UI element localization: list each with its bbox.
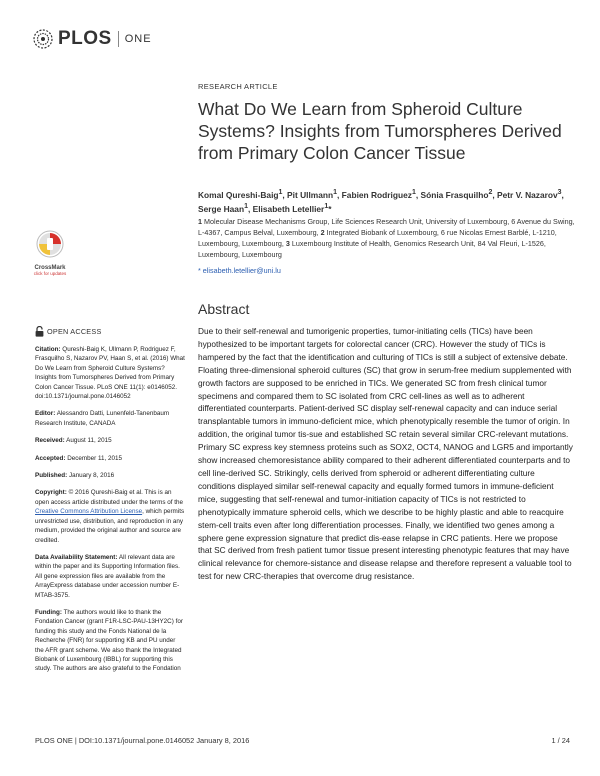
copyright-text-pre: © 2016 Qureshi-Baig et al. This is an open access article distributed under the terms of the bbox=[35, 489, 184, 506]
abstract-body: Due to their self-renewal and tumorigenic properties, tumor-initiating cells (TICs) have been hypothesized to be important targets for colorectal cancer (CRC). However the study of TICs is hampered by the fact that the identification and culturing of TICs is still a subject of extensive debate. Floating three-dimensional spheroid cultures (SC) that grow in serum-free medium supplemented with growth factors are supposed to be enriched in TICs. We generated SC from fresh clinical tumor specimens and compared them to SC isolated from CRC cell-lines as well as to adherent differentiated counterparts. Patient-derived SC display self-renewal capacity and can induce serial transplantable tumors in immuno-deficient mice, which phenotypically resemble the tumor of origin. In addition, the original tumor tis-sue and established SC retain several similar CRC-relevant mutations. Primary SC express key stemness proteins such as SOX2, OCT4, NANOG and LGR5 and importantly show increased chemoresistance ability compared to their adherent differentiated counterparts and to cell line-derived SC. Strikingly, cells derived from spheroid or adherent differentiating culture conditions displayed similar self-renewal capacity and equally formed tumors in immune-deficient mice, suggesting that self-renewal and tumor-initiation capacity of TICs is not restricted to phenotypically immature spheroid cells, which we describe to be highly plastic and able to reacquire stem-cell traits even after long differentiation processes. Finally, we identified two genes among a sphere gene expression signature that predict dis-ease relapse in CRC patients. Here we propose that SC derived from fresh patient tumor tissue present interesting phenotypic features that may have clinical relevance for chemore-sistance and disease relapse and therefore represent a valuable tool to test for new CRC-therapies that overcome drug resistance. bbox=[198, 326, 573, 582]
published-block bbox=[35, 471, 185, 480]
journal-name: PLOS bbox=[58, 28, 112, 49]
editor-block bbox=[35, 409, 185, 428]
copyright-text-post: , which permits unrestricted use, distribution, and reproduction in any medium, provided the original author and source are credited. bbox=[35, 508, 185, 544]
received-label: Received: bbox=[35, 437, 65, 445]
received-date: August 11, 2015 bbox=[66, 437, 112, 445]
journal-sub: ONE bbox=[124, 33, 152, 45]
editor-label: Editor: bbox=[35, 410, 56, 418]
article-type: RESEARCH ARTICLE bbox=[198, 82, 278, 91]
citation-label: Citation: bbox=[35, 346, 61, 353]
open-access-label: OPEN ACCESS bbox=[47, 326, 102, 336]
abstract-heading: Abstract bbox=[198, 301, 250, 317]
accepted-block bbox=[35, 454, 185, 463]
crossmark-badge[interactable] bbox=[30, 229, 70, 276]
crossmark-icon bbox=[35, 229, 65, 259]
logo-divider bbox=[118, 31, 119, 47]
copyright-label: Copyright: bbox=[35, 489, 67, 497]
funding-label: Funding: bbox=[35, 608, 62, 616]
footer-citation: PLOS ONE | DOI:10.1371/journal.pone.0146052 January 8, 2016 bbox=[35, 736, 250, 745]
open-access-badge bbox=[35, 326, 185, 337]
data-availability-label: Data Availability Statement: bbox=[35, 553, 118, 561]
published-date: January 8, 2016 bbox=[68, 472, 115, 480]
open-lock-icon bbox=[35, 326, 44, 337]
page-number: 1 / 24 bbox=[551, 736, 570, 745]
author-list: Komal Qureshi-Baig$^1$, Pit Ullmann$^1$, Fabien Rodriguez$^1$, Sónia Frasquilho$^2$, Petr V. Nazarov$^3$, Serge Haan$^1$, Elisabeth Letellier$^1$* bbox=[198, 189, 564, 214]
plos-logo-icon bbox=[32, 28, 54, 50]
crossmark-label: CrossMark bbox=[34, 265, 66, 271]
received-block bbox=[35, 436, 185, 445]
crossmark-sublabel: click for updates bbox=[33, 271, 67, 276]
license-link[interactable]: Creative Commons Attribution License bbox=[35, 508, 143, 516]
copyright-block bbox=[35, 488, 185, 544]
funding-text: The authors would like to thank the Fondation Cancer (grant F1R-LSC-PAU-13HY2C) for funding this study and the Fonds National de la Recherche (FNR) for supporting KB and PU under the AFR grant scheme. We also thank the Integrated Biobank of Luxembourg (IBBL) for supporting this study. The authors are also grateful to the Fondation bbox=[35, 608, 183, 673]
published-label: Published: bbox=[35, 472, 68, 480]
article-sidebar bbox=[35, 326, 185, 682]
funding-block bbox=[35, 608, 185, 674]
affiliations: 1 Molecular Disease Mechanisms Group, Life Sciences Research Unit, University of Luxembourg, 6 Avenue du Swing, L-4367, Campus Belval, Luxembourg, 2 Integrated Biobank of Luxembourg, 6 rue Nicolas Ernest Barblé, L-1210, Luxembourg, Luxembourg, 3 Luxembourg Institute of Health, Genomics Research Unit, 84 Val Fleuri, L-1526, Luxembourg, Luxembourg bbox=[198, 217, 575, 259]
data-availability-block bbox=[35, 553, 185, 600]
accepted-label: Accepted: bbox=[35, 454, 66, 462]
citation-text: Qureshi-Baig K, Ullmann P, Rodriguez F, Frasquilho S, Nazarov PV, Haan S, et al. (2016) What Do We Learn from Spheroid Culture Systems? Insights from Tumorspheres Derived from Primary Colon Cancer Tissue. PLoS ONE 11(1): e0146052. doi:10.1371/journal.pone.0146052 bbox=[35, 346, 185, 401]
article-title: What Do We Learn from Spheroid Culture Systems? Insights from Tumorspheres Derived from Primary Colon Cancer Tissue bbox=[198, 99, 562, 163]
editor-text: Alessandro Datti, Lunenfeld-Tanenbaum Research Institute, CANADA bbox=[35, 410, 170, 427]
accepted-date: December 11, 2015 bbox=[67, 454, 123, 462]
journal-logo[interactable] bbox=[32, 26, 152, 52]
data-availability-text: All relevant data are within the paper and its Supporting Information files. All gene expression files are available from the ArrayExpress database under accession number E-MTAB-3575. bbox=[35, 553, 180, 599]
corresponding-email[interactable]: * elisabeth.letellier@uni.lu bbox=[198, 266, 281, 275]
citation-block bbox=[35, 345, 185, 401]
